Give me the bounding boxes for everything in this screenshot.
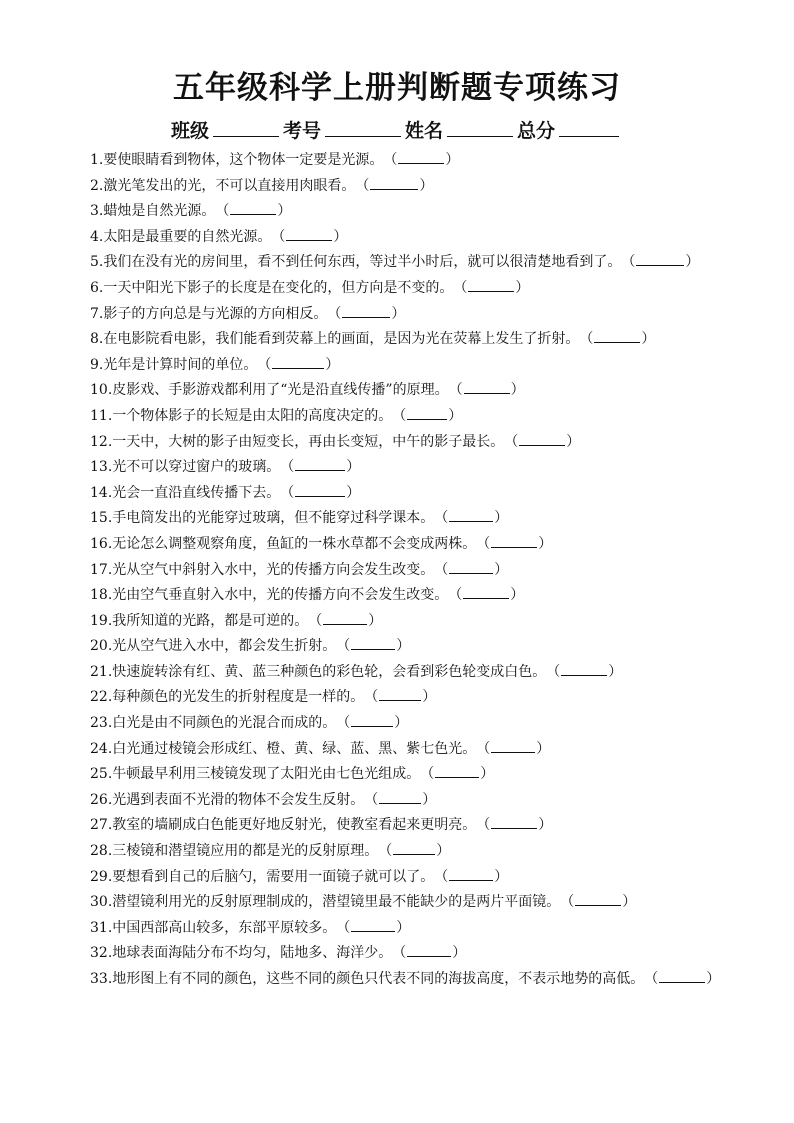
paren-open: （ xyxy=(420,766,435,783)
answer-line[interactable] xyxy=(342,316,390,318)
answer-blank[interactable] xyxy=(546,660,622,686)
question-text: 光从空气进入水中，都会发生折射。 xyxy=(112,638,337,655)
question-number: 9. xyxy=(90,356,104,373)
question-number: 2. xyxy=(90,177,104,194)
question-item xyxy=(68,404,728,430)
question-number: 14. xyxy=(90,484,113,501)
answer-blank[interactable] xyxy=(476,532,552,558)
answer-line[interactable] xyxy=(351,930,395,932)
question-text: 一天中，大树的影子由短变长，再由长变短，中午的影子最长。 xyxy=(112,433,505,450)
question-item xyxy=(68,609,728,635)
answer-blank[interactable] xyxy=(364,788,436,814)
question-text: 快速旋转涂有红、黄、蓝三种颜色的彩色轮，会看到彩色轮变成白色。 xyxy=(112,663,547,680)
question-text: 光不可以穿过窗户的玻璃。 xyxy=(112,459,281,476)
paren-open: （ xyxy=(448,587,463,604)
paren-close: ） xyxy=(706,971,721,987)
answer-blank[interactable] xyxy=(327,302,405,328)
answer-blank[interactable] xyxy=(449,378,525,404)
question-number: 4. xyxy=(90,228,104,245)
answer-blank[interactable] xyxy=(257,353,339,379)
question-item xyxy=(68,660,728,686)
question-item xyxy=(68,813,728,839)
class-blank[interactable] xyxy=(213,135,279,137)
answer-blank[interactable] xyxy=(420,762,494,788)
paren-open: （ xyxy=(453,279,468,296)
paren-open: （ xyxy=(336,715,351,732)
answer-blank[interactable] xyxy=(621,250,699,276)
question-text: 皮影戏、手影游戏都利用了“光是沿直线传播”的原理。 xyxy=(112,382,449,399)
question-item xyxy=(68,506,728,532)
answer-blank[interactable] xyxy=(364,685,436,711)
answer-blank[interactable] xyxy=(392,941,466,967)
paren-close: ） xyxy=(396,638,411,655)
paren-open: （ xyxy=(644,971,659,987)
answer-blank[interactable] xyxy=(336,916,410,942)
question-item xyxy=(68,276,728,302)
paren-open: （ xyxy=(336,919,351,936)
paren-open: （ xyxy=(448,382,463,399)
question-number: 10. xyxy=(90,382,113,399)
paren-open: （ xyxy=(280,459,295,476)
question-text: 每种颜色的光发生的折射程度是一样的。 xyxy=(112,689,365,706)
paren-close: ） xyxy=(368,612,383,629)
question-item xyxy=(68,865,728,891)
paren-open: （ xyxy=(392,407,407,424)
question-item xyxy=(68,916,728,942)
question-list xyxy=(68,148,728,993)
question-number: 18. xyxy=(90,587,113,604)
question-text: 地形图上有不同的颜色，这些不同的颜色只代表不同的海拔高度，不表示地势的高低。 xyxy=(112,971,645,987)
question-text: 一个物体影子的长短是由太阳的高度决定的。 xyxy=(112,407,393,424)
paren-open: （ xyxy=(504,433,519,450)
paren-open: （ xyxy=(271,228,286,245)
answer-blank[interactable] xyxy=(579,327,655,353)
question-number: 25. xyxy=(90,766,113,783)
question-number: 21. xyxy=(90,663,113,680)
answer-line[interactable] xyxy=(272,367,324,369)
answer-blank[interactable] xyxy=(308,609,382,635)
answer-line[interactable] xyxy=(407,955,451,957)
score-blank[interactable] xyxy=(559,135,619,137)
question-text: 光遇到表面不光滑的物体不会发生反射。 xyxy=(112,791,365,808)
paren-open: （ xyxy=(476,535,491,552)
question-number: 29. xyxy=(90,868,113,885)
paren-close: ） xyxy=(510,382,525,399)
answer-line[interactable] xyxy=(636,264,684,266)
answer-line[interactable] xyxy=(379,802,421,804)
score-label: 总分 xyxy=(517,120,556,142)
exam-no-field xyxy=(283,116,405,143)
question-text: 一天中阳光下影子的长度是在变化的，但方向是不变的。 xyxy=(103,279,454,296)
question-number: 31. xyxy=(90,919,113,936)
question-item xyxy=(68,711,728,737)
question-item xyxy=(68,890,728,916)
answer-line[interactable] xyxy=(575,904,621,906)
question-text: 影子的方向总是与光源的方向相反。 xyxy=(103,305,328,322)
question-number: 6. xyxy=(90,279,104,296)
question-item xyxy=(68,634,728,660)
answer-blank[interactable] xyxy=(378,839,450,865)
question-number: 22. xyxy=(90,689,113,706)
answer-blank[interactable] xyxy=(271,225,347,251)
answer-line[interactable] xyxy=(295,469,345,471)
question-item xyxy=(68,839,728,865)
question-item xyxy=(68,737,728,763)
paren-open: （ xyxy=(434,561,449,578)
question-text: 我所知道的光路，都是可逆的。 xyxy=(112,612,309,629)
answer-line[interactable] xyxy=(468,290,514,292)
paren-close: ） xyxy=(346,484,361,501)
paren-open: （ xyxy=(476,740,491,757)
paren-close: ） xyxy=(419,177,434,194)
question-item xyxy=(68,250,728,276)
question-item xyxy=(68,532,728,558)
question-text: 蜡烛是自然光源。 xyxy=(103,203,216,220)
question-text: 白光通过棱镜会形成红、橙、黄、绿、蓝、黑、紫七色光。 xyxy=(112,740,477,757)
paren-close: ） xyxy=(452,945,467,962)
answer-blank[interactable] xyxy=(476,737,550,763)
paren-close: ） xyxy=(394,715,409,732)
paren-open: （ xyxy=(257,356,272,373)
answer-blank[interactable] xyxy=(280,455,360,481)
question-text: 光由空气垂直射入水中，光的传播方向不会发生改变。 xyxy=(112,587,449,604)
answer-line[interactable] xyxy=(659,981,705,983)
name-label: 姓名 xyxy=(405,120,444,142)
question-number: 27. xyxy=(90,817,113,834)
paren-close: ） xyxy=(445,152,460,168)
paren-open: （ xyxy=(392,945,407,962)
question-number: 17. xyxy=(90,561,113,578)
paren-close: ） xyxy=(536,740,551,757)
paren-close: ） xyxy=(494,510,509,527)
answer-blank[interactable] xyxy=(644,967,720,993)
question-item xyxy=(68,583,728,609)
paren-open: （ xyxy=(280,484,295,501)
paren-close: ） xyxy=(494,868,509,885)
paren-open: （ xyxy=(560,894,575,911)
question-item xyxy=(68,353,728,379)
paren-open: （ xyxy=(308,612,323,629)
paren-close: ） xyxy=(422,791,437,808)
page-title: 五年级科学上册判断题专项练习 xyxy=(173,70,621,106)
answer-line[interactable] xyxy=(491,546,537,548)
paren-open: （ xyxy=(546,663,561,680)
question-item xyxy=(68,967,728,993)
answer-line[interactable] xyxy=(449,572,493,574)
student-info-row xyxy=(0,116,794,143)
question-item xyxy=(68,430,728,456)
paren-close: ） xyxy=(538,535,553,552)
question-number: 20. xyxy=(90,638,113,655)
answer-line[interactable] xyxy=(491,751,535,753)
paren-close: ） xyxy=(277,203,292,220)
paren-close: ） xyxy=(685,254,700,271)
paren-open: （ xyxy=(383,152,398,168)
question-number: 24. xyxy=(90,740,113,757)
question-number: 33. xyxy=(90,971,113,987)
answer-blank[interactable] xyxy=(434,865,508,891)
answer-line[interactable] xyxy=(286,239,332,241)
question-number: 12. xyxy=(90,433,113,450)
answer-line[interactable] xyxy=(379,699,421,701)
paren-close: ） xyxy=(538,817,553,834)
answer-blank[interactable] xyxy=(434,506,508,532)
paren-close: ） xyxy=(510,587,525,604)
question-item xyxy=(68,558,728,584)
question-number: 26. xyxy=(90,791,113,808)
answer-blank[interactable] xyxy=(392,404,462,430)
question-text: 我们在没有光的房间里，看不到任何东西，等过半小时后，就可以很清楚地看到了。 xyxy=(103,254,622,271)
paren-close: ） xyxy=(325,356,340,373)
question-text: 光年是计算时间的单位。 xyxy=(103,356,258,373)
paren-open: （ xyxy=(434,510,449,527)
question-text: 太阳是最重要的自然光源。 xyxy=(103,228,272,245)
question-text: 中国西部高山较多，东部平原较多。 xyxy=(112,919,337,936)
paren-open: （ xyxy=(364,791,379,808)
answer-line[interactable] xyxy=(351,648,395,650)
answer-line[interactable] xyxy=(449,520,493,522)
question-item xyxy=(68,174,728,200)
question-text: 地球表面海陆分布不均匀，陆地多、海洋少。 xyxy=(112,945,393,962)
answer-line[interactable] xyxy=(323,623,367,625)
answer-blank[interactable] xyxy=(560,890,636,916)
question-number: 11. xyxy=(90,407,113,424)
paren-close: ） xyxy=(396,919,411,936)
paren-open: （ xyxy=(378,843,393,860)
answer-blank[interactable] xyxy=(448,583,524,609)
answer-line[interactable] xyxy=(491,827,537,829)
class-label: 班级 xyxy=(170,120,209,142)
answer-line[interactable] xyxy=(435,776,479,778)
answer-line[interactable] xyxy=(561,674,607,676)
paren-open: （ xyxy=(579,331,594,348)
answer-line[interactable] xyxy=(351,725,393,727)
paren-open: （ xyxy=(355,177,370,194)
answer-line[interactable] xyxy=(398,162,444,164)
paren-close: ） xyxy=(391,305,406,322)
question-text: 要想看到自己的后脑勺，需要用一面镜子就可以了。 xyxy=(112,868,435,885)
paren-close: ） xyxy=(448,407,463,424)
question-number: 8. xyxy=(90,331,104,348)
paren-close: ） xyxy=(494,561,509,578)
answer-line[interactable] xyxy=(464,392,510,394)
question-item xyxy=(68,148,728,174)
answer-line[interactable] xyxy=(230,213,276,215)
question-text: 白光是由不同颜色的光混合而成的。 xyxy=(112,715,337,732)
paren-open: （ xyxy=(621,254,636,271)
question-text: 无论怎么调整观察角度，鱼缸的一株水草都不会变成两株。 xyxy=(112,535,477,552)
question-text: 潜望镜利用光的反射原理制成的，潜望镜里最不能缺少的是两片平面镜。 xyxy=(112,894,561,911)
question-item xyxy=(68,788,728,814)
question-item xyxy=(68,481,728,507)
answer-line[interactable] xyxy=(393,853,435,855)
exam-no-blank[interactable] xyxy=(325,135,401,137)
answer-line[interactable] xyxy=(463,597,509,599)
answer-line[interactable] xyxy=(407,418,447,420)
answer-blank[interactable] xyxy=(336,634,410,660)
question-text: 激光笔发出的光，不可以直接用肉眼看。 xyxy=(103,177,356,194)
question-item xyxy=(68,199,728,225)
question-item xyxy=(68,941,728,967)
answer-line[interactable] xyxy=(519,444,565,446)
paren-open: （ xyxy=(364,689,379,706)
answer-line[interactable] xyxy=(370,188,418,190)
answer-blank[interactable] xyxy=(434,558,508,584)
paren-open: （ xyxy=(215,203,230,220)
question-item xyxy=(68,327,728,353)
paren-close: ） xyxy=(436,843,451,860)
question-number: 13. xyxy=(90,459,113,476)
answer-line[interactable] xyxy=(449,879,493,881)
answer-blank[interactable] xyxy=(453,276,529,302)
question-text: 光从空气中斜射入水中，光的传播方向会发生改变。 xyxy=(112,561,435,578)
exam-no-label: 考号 xyxy=(282,120,321,142)
paren-close: ） xyxy=(515,279,530,296)
paren-open: （ xyxy=(476,817,491,834)
answer-blank[interactable] xyxy=(215,199,291,225)
question-number: 32. xyxy=(90,945,113,962)
name-blank[interactable] xyxy=(447,135,513,137)
question-item xyxy=(68,455,728,481)
paren-close: ） xyxy=(622,894,637,911)
question-item xyxy=(68,378,728,404)
question-item xyxy=(68,225,728,251)
question-text: 教室的墙刷成白色能更好地反射光，使教室看起来更明亮。 xyxy=(112,817,477,834)
question-number: 15. xyxy=(90,510,113,527)
answer-blank[interactable] xyxy=(280,481,360,507)
question-item xyxy=(68,685,728,711)
answer-blank[interactable] xyxy=(504,430,580,456)
question-number: 30. xyxy=(90,894,113,911)
paren-close: ） xyxy=(333,228,348,245)
answer-blank[interactable] xyxy=(476,813,552,839)
class-field xyxy=(171,116,283,143)
paren-close: ） xyxy=(480,766,495,783)
question-number: 28. xyxy=(90,843,113,860)
question-number: 7. xyxy=(90,305,104,322)
score-field xyxy=(517,116,623,143)
answer-blank[interactable] xyxy=(383,148,459,174)
answer-blank[interactable] xyxy=(355,174,433,200)
answer-blank[interactable] xyxy=(336,711,408,737)
paren-close: ） xyxy=(346,459,361,476)
answer-line[interactable] xyxy=(295,495,345,497)
question-number: 5. xyxy=(90,254,104,271)
paren-open: （ xyxy=(336,638,351,655)
paren-close: ） xyxy=(641,331,656,348)
question-text: 要使眼睛看到物体，这个物体一定要是光源。 xyxy=(103,152,384,168)
question-number: 16. xyxy=(90,535,113,552)
question-number: 1. xyxy=(90,152,104,168)
name-field xyxy=(405,116,517,143)
question-text: 三棱镜和潜望镜应用的都是光的反射原理。 xyxy=(112,843,379,860)
paren-close: ） xyxy=(608,663,623,680)
question-number: 3. xyxy=(90,203,104,220)
question-item xyxy=(68,302,728,328)
paren-close: ） xyxy=(422,689,437,706)
question-number: 19. xyxy=(90,612,113,629)
question-number: 23. xyxy=(90,715,113,732)
answer-line[interactable] xyxy=(594,341,640,343)
question-text: 牛顿最早利用三棱镜发现了太阳光由七色光组成。 xyxy=(112,766,421,783)
question-text: 在电影院看电影，我们能看到荧幕上的画面，是因为光在荧幕上发生了折射。 xyxy=(103,331,580,348)
paren-open: （ xyxy=(434,868,449,885)
question-text: 光会一直沿直线传播下去。 xyxy=(112,484,281,501)
question-text: 手电筒发出的光能穿过玻璃，但不能穿过科学课本。 xyxy=(112,510,435,527)
paren-open: （ xyxy=(327,305,342,322)
question-item xyxy=(68,762,728,788)
paren-close: ） xyxy=(566,433,581,450)
